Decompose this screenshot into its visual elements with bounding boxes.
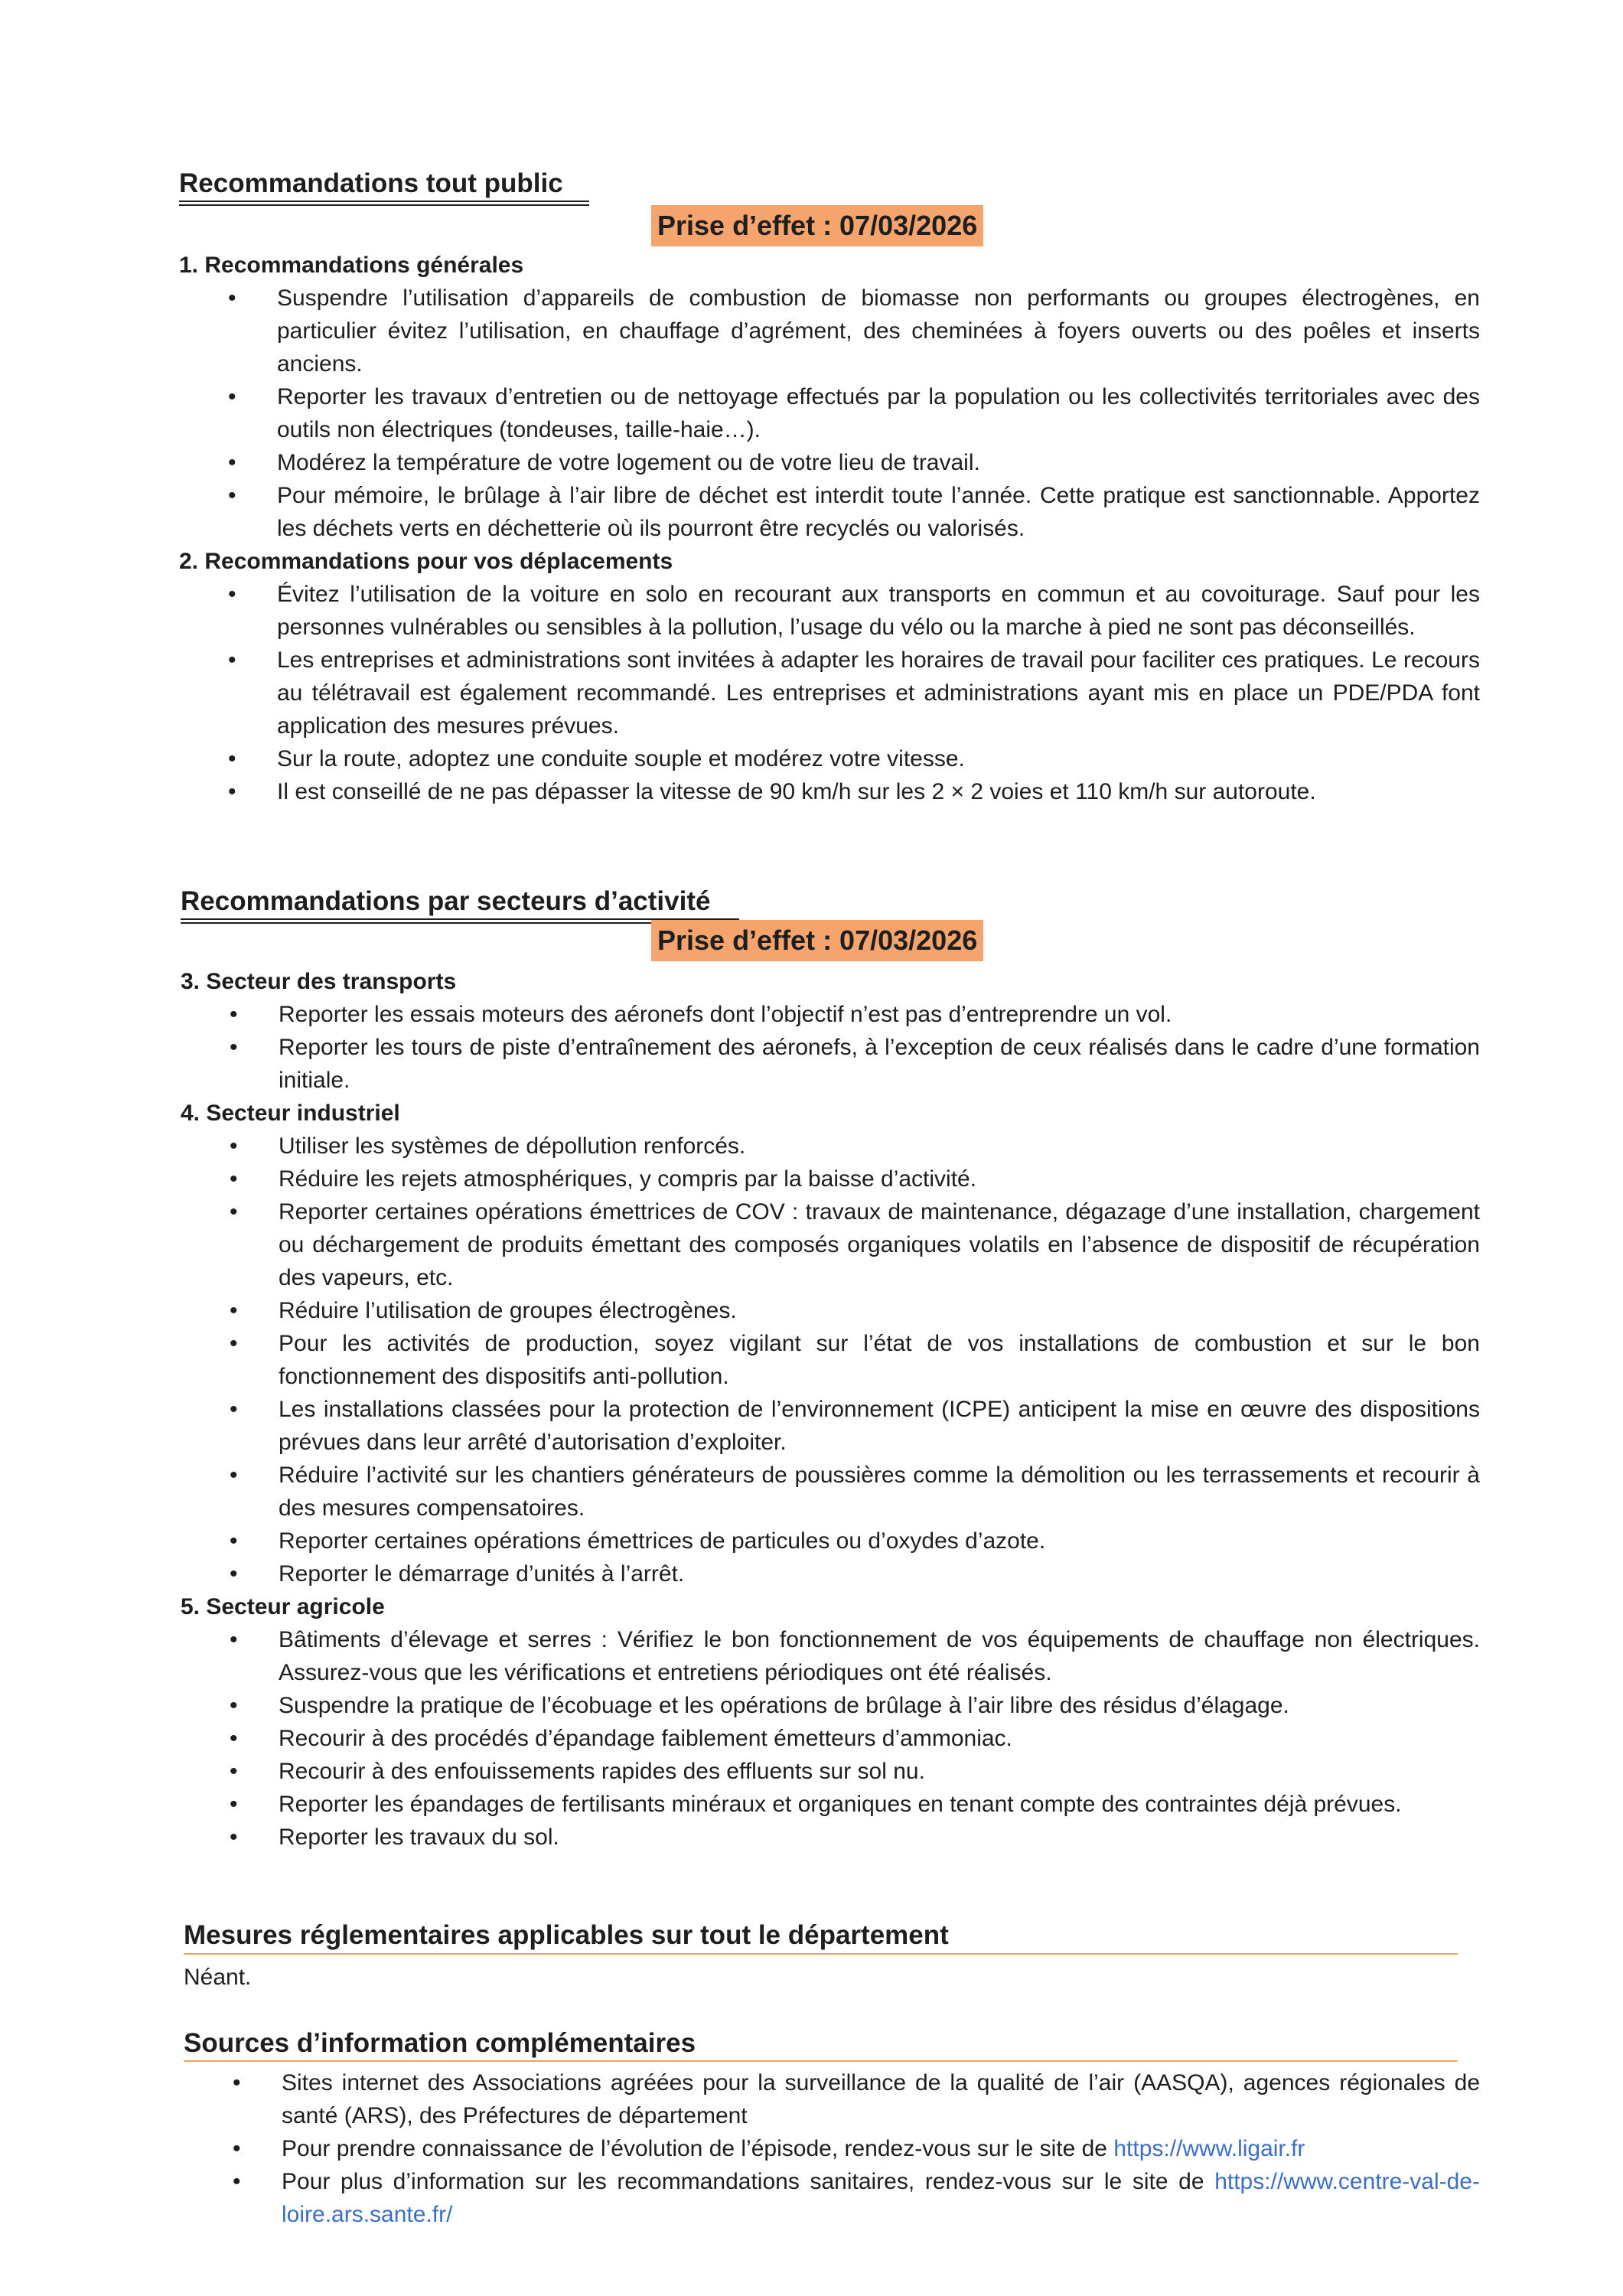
list-item: • Sur la route, adoptez une conduite souple et modérez votre vitesse.	[179, 742, 1480, 775]
list-item	[184, 2132, 1480, 2165]
bullet-list	[179, 282, 1480, 545]
sector-recommendations	[181, 965, 1480, 1854]
list-item: • Reporter les épandages de fertilisants minéraux et organiques en tenant compte des contraintes déjà prévues.	[181, 1788, 1480, 1821]
bullet-list	[181, 1130, 1480, 1590]
list-item: • Réduire l’activité sur les chantiers générateurs de poussières comme la démolition ou les terrassements et recourir à des mesures compensatoires.	[181, 1459, 1480, 1525]
bullet-list	[184, 2066, 1480, 2231]
list-item	[184, 2165, 1480, 2231]
list-item: • Les entreprises et administrations sont invitées à adapter les horaires de travail pour faciliter ces pratiques. Le recours au télétravail est également recommandé. Les entreprises et administrations ayant mis en place un PDE/PDA font application des mesures prévues.	[179, 644, 1480, 742]
subsection-heading: 4. Secteur industriel	[181, 1101, 400, 1126]
list-item: • Reporter certaines opérations émettrices de COV : travaux de maintenance, dégazage d’une installation, chargement ou déchargement de produits émettant des composés organiques volatils en l’absence de dispositif de récupération des vapeurs, etc.	[181, 1195, 1480, 1294]
title-underline	[179, 201, 589, 202]
section-title-public: Recommandations tout public	[179, 168, 563, 198]
list-item: • Réduire l’utilisation de groupes électrogènes.	[181, 1294, 1480, 1327]
subsection-heading: 1. Recommandations générales	[179, 253, 524, 278]
list-item: • Recourir à des procédés d’épandage faiblement émetteurs d’ammoniac.	[181, 1722, 1480, 1755]
list-item: • Utiliser les systèmes de dépollution renforcés.	[181, 1130, 1480, 1163]
list-item: • Suspendre l’utilisation d’appareils de combustion de biomasse non performants ou groupes électrogènes, en particulier évitez l’utilisation, en chauffage d’agrément, des cheminées à foyers ouverts ou des poêles et inserts anciens.	[179, 282, 1480, 380]
ars-link[interactable]: https://www.centre-val-de-loire.ars.sante.fr/	[282, 2169, 1480, 2227]
list-item: • Reporter les travaux du sol.	[181, 1821, 1480, 1854]
public-recommendations	[179, 249, 1480, 808]
list-item: • Reporter le démarrage d’unités à l’arrêt.	[181, 1557, 1480, 1590]
orange-rule	[184, 1953, 1458, 1955]
bullet-list	[181, 998, 1480, 1097]
list-item-text: Pour prendre connaissance de l’évolution de l’épisode, rendez-vous sur le site de	[282, 2136, 1107, 2161]
list-item: • Pour mémoire, le brûlage à l’air libre de déchet est interdit toute l’année. Cette pratique est sanctionnable. Apportez les déchets verts en déchetterie où ils pourront être recyclés ou valorisés.	[179, 479, 1480, 545]
section-title-sources: Sources d’information complémentaires	[184, 2028, 696, 2058]
ligair-link[interactable]: https://www.ligair.fr	[1113, 2136, 1305, 2161]
list-item: • Il est conseillé de ne pas dépasser la vitesse de 90 km/h sur les 2 × 2 voies et 110 km/h sur autoroute.	[179, 775, 1480, 808]
bullet-list	[179, 578, 1480, 808]
list-item: • Recourir à des enfouissements rapides des effluents sur sol nu.	[181, 1755, 1480, 1788]
subsection-heading: 5. Secteur agricole	[181, 1594, 385, 1619]
list-item: • Modérez la température de votre logement ou de votre lieu de travail.	[179, 446, 1480, 479]
section-title-regulatory: Mesures réglementaires applicables sur tout le département	[184, 1920, 949, 1950]
list-item: • Bâtiments d’élevage et serres : Vérifiez le bon fonctionnement de vos équipements de chauffage non électriques. Assurez-vous que les vérifications et entretiens périodiques ont été réalisés.	[181, 1623, 1480, 1689]
effective-date-badge: Prise d’effet : 07/03/2026	[651, 205, 983, 246]
section-title-sectors: Recommandations par secteurs d’activité	[181, 886, 711, 916]
bullet-list	[181, 1623, 1480, 1854]
list-item: • Pour les activités de production, soyez vigilant sur l’état de vos installations de combustion et sur le bon fonctionnement des dispositifs anti-pollution.	[181, 1327, 1480, 1393]
orange-rule	[184, 2060, 1458, 2062]
subsection-heading: 2. Recommandations pour vos déplacements	[179, 549, 673, 574]
title-underline	[179, 204, 589, 206]
list-item: • Reporter les essais moteurs des aéronefs dont l’objectif n’est pas d’entreprendre un vol.	[181, 998, 1480, 1031]
effective-date-badge: Prise d’effet : 07/03/2026	[651, 920, 983, 961]
sources-list	[184, 2066, 1480, 2231]
list-item: • Réduire les rejets atmosphériques, y compris par la baisse d’activité.	[181, 1163, 1480, 1195]
list-item: • Évitez l’utilisation de la voiture en solo en recourant aux transports en commun et au covoiturage. Sauf pour les personnes vulnérables ou sensibles à la pollution, l’usage du vélo ou la marche à pied ne sont pas déconseillés.	[179, 578, 1480, 644]
list-item: • Reporter les travaux d’entretien ou de nettoyage effectués par la population ou les collectivités territoriales avec des outils non électriques (tondeuses, taille-haie…).	[179, 380, 1480, 446]
list-item-text: Pour plus d’information sur les recommandations sanitaires, rendez-vous sur le site de	[282, 2169, 1204, 2194]
list-item: • Reporter les tours de piste d’entraînement des aéronefs, à l’exception de ceux réalisés dans le cadre d’une formation initiale.	[181, 1031, 1480, 1097]
list-item: • Les installations classées pour la protection de l’environnement (ICPE) anticipent la mise en œuvre des dispositions prévues dans leur arrêté d’autorisation d’exploiter.	[181, 1393, 1480, 1459]
list-item: • Sites internet des Associations agréées pour la surveillance de la qualité de l’air (AASQA), agences régionales de santé (ARS), des Préfectures de département	[184, 2066, 1480, 2132]
regulatory-text: Néant.	[184, 1965, 252, 1990]
list-item: • Suspendre la pratique de l’écobuage et les opérations de brûlage à l’air libre des résidus d’élagage.	[181, 1689, 1480, 1722]
subsection-heading: 3. Secteur des transports	[181, 969, 457, 994]
list-item: • Reporter certaines opérations émettrices de particules ou d’oxydes d’azote.	[181, 1525, 1480, 1557]
